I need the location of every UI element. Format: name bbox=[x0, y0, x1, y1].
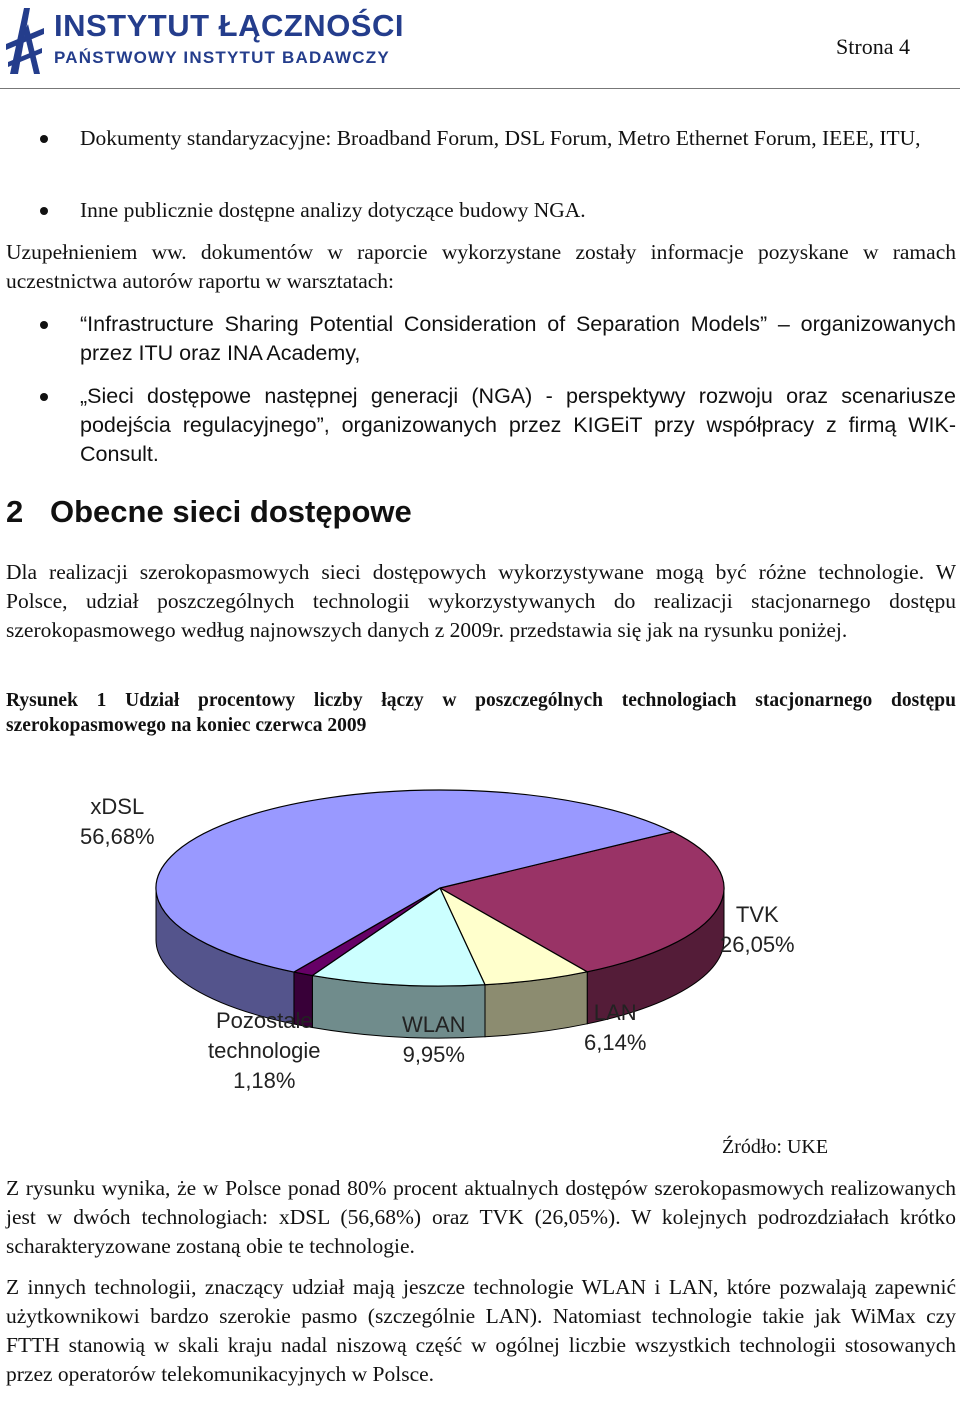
intro-paragraph: Uzupełnieniem ww. dokumentów w raporcie wykorzystane zostały informacje pozyskane w ramach uczestnictwa autorów raportu w warsztatach: bbox=[6, 240, 956, 293]
bullet-marker bbox=[40, 321, 48, 329]
label-lan-name: LAN bbox=[593, 1000, 637, 1025]
label-wlan-name: WLAN bbox=[402, 1012, 466, 1037]
header-divider bbox=[0, 88, 960, 89]
conclusion-paragraph: Z rysunku wynika, że w Polsce ponad 80% procent aktualnych dostępów szerokopasmowych realizowanych jest w dwóch technologiach: xDSL (56,68%) oraz TVK (26,05%). W kolejnych podrozdziałach krótko scharakteryzowane zostaną obie te technologie. bbox=[6, 1176, 956, 1258]
bullet-marker bbox=[40, 207, 48, 215]
list-item: Inne publicznie dostępne analizy dotyczące budowy NGA. bbox=[80, 198, 586, 222]
logo-subtitle: PAŃSTWOWY INSTYTUT BADAWCZY bbox=[54, 48, 390, 67]
logo-title: INSTYTUT ŁĄCZNOŚCI bbox=[54, 8, 404, 43]
label-lan bbox=[584, 998, 646, 1058]
label-other-name-1: Pozostałe bbox=[215, 1008, 313, 1033]
bullet-marker bbox=[40, 393, 48, 401]
section-paragraph: Dla realizacji szerokopasmowych sieci dostępowych wykorzystywane mogą być różne technologie. W Polsce, udział poszczególnych technologii wykorzystywanych do realizacji stacjonarnego dostępu szerokopasmowego według najnowszych danych z 2009r. przedstawia się jak na rysunku poniżej. bbox=[6, 560, 956, 642]
page-header bbox=[0, 0, 960, 92]
label-lan-value: 6,14% bbox=[584, 1030, 647, 1055]
label-wlan-value: 9,95% bbox=[402, 1042, 465, 1067]
label-tvk-name: TVK bbox=[735, 902, 779, 927]
label-tvk-value: 26,05% bbox=[720, 932, 795, 957]
section-title: Obecne sieci dostępowe bbox=[50, 494, 412, 529]
pie-chart bbox=[40, 770, 795, 1130]
figure-source: Źródło: UKE bbox=[722, 1136, 829, 1158]
institute-logo bbox=[4, 4, 424, 80]
list-item: „Sieci dostępowe następnej generacji (NGA) - perspektywy rozwoju oraz scenariusze podejścia regulacyjnego”, organizowanych przez KIGEiT przy współpracy z firmą WIK-Consult. bbox=[80, 384, 956, 466]
label-other-name-2: technologie bbox=[208, 1038, 321, 1063]
section-heading bbox=[6, 494, 412, 530]
label-wlan bbox=[402, 1010, 466, 1070]
conclusion-paragraph: Z innych technologii, znaczący udział mają jeszcze technologie WLAN i LAN, które pozwalają zapewnić użytkownikowi bardzo szerokie pasmo (szczególnie LAN). Natomiast technologie takie jak WiMax czy FTTH stanowią w skali kraju nadal niszową część w ogólnej liczbie wszystkich technologii stosowanych przez operatorów telekomunikacyjnych w Polsce. bbox=[6, 1275, 956, 1386]
label-xdsl-value: 56,68% bbox=[80, 824, 155, 849]
section-number: 2 bbox=[6, 494, 24, 529]
label-xdsl-name: xDSL bbox=[90, 794, 145, 819]
bullet-marker bbox=[40, 135, 48, 143]
label-other bbox=[208, 1006, 321, 1096]
label-xdsl bbox=[80, 792, 155, 852]
label-other-value: 1,18% bbox=[233, 1068, 296, 1093]
list-item: “Infrastructure Sharing Potential Consideration of Separation Models” – organizowanych przez ITU oraz INA Academy, bbox=[80, 312, 956, 365]
figure-caption: Rysunek 1 Udział procentowy liczby łączy w poszczególnych technologiach stacjonarnego dostępu szerokopasmowego na koniec czerwca 2009 bbox=[6, 690, 956, 736]
page-number: Strona 4 bbox=[836, 34, 910, 59]
institute-emblem-icon bbox=[4, 4, 48, 76]
label-tvk bbox=[720, 900, 795, 960]
list-item: Dokumenty standaryzacyjne: Broadband Forum, DSL Forum, Metro Ethernet Forum, IEEE, ITU, bbox=[80, 126, 921, 150]
